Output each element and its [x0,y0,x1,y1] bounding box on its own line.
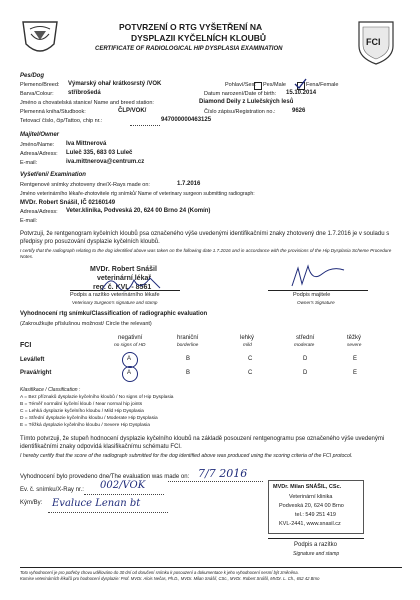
evaluator-stamp [268,480,364,534]
grade-left-a[interactable]: A [127,356,132,362]
breed-value: Výmarský ohař krátkosrstý /VOK [68,81,162,87]
evaluation-section-heading: Vyhodnocení rtg snímku/Classification of radiographic evaluation [20,311,208,317]
evaluation-date-dotted-line [168,481,263,482]
vet-sign-caption-cz: Podpis a razítko veterinárního lékaře [70,292,160,298]
male-label: Pes/Male [263,82,286,88]
grade-right-b[interactable]: B [186,370,191,376]
tattoo-label: Tetovací číslo, čip/Tattoo, chip nr.: [20,118,103,124]
grade-right-c[interactable]: C [248,370,253,376]
classification-key-c: C = Lehká dysplazie kyčelního kloubu / Mild Hip Dysplasia [20,409,144,414]
grade-left-c[interactable]: C [248,356,253,362]
fci-logo [355,18,397,66]
evaluator-signature-line [268,538,364,539]
xray-date-value: 1.7.2016 [177,181,201,187]
fci-logo-text: FCI [366,37,381,47]
grade-right-a[interactable]: A [127,370,132,376]
classification-key-a: A = Bez příznaků dysplazie kyčelního kloubů / No signs of Hip Dysplasia [20,395,174,400]
owner-address-value: Luleč 335, 683 03 Luleč [66,150,133,156]
footer-rule [20,567,402,568]
color-value: stříbrošedá [68,90,101,96]
column-header-borderline: hraniční [177,335,199,341]
statement-cz: Potvrzuji, že rentgenogram kyčelních kloubů psa označeného výše uvedenými identifikačními znaky zhotovený dne 1.7.2016 je v souladu s předpisy pro posuzování dysplazie kyčelních kloubů. [20,231,390,245]
record-value: 002/VOK [100,480,146,491]
studbook-label: Plemenná kniha/Studbook: [20,109,86,115]
dob-value: 15.10.2014 [286,90,317,96]
grade-right-e[interactable]: E [353,370,358,376]
reg-label: Číslo zápisu/Registration no.: [204,109,276,115]
vet-address-value: Veter.klinika, Podveská 20, 624 00 Brno 24 (Komín) [66,208,211,214]
reviewer-label: Kým/By: [20,500,43,506]
column-header-moderate: střední [296,335,315,341]
grade-left-e[interactable]: E [353,356,358,362]
vet-stamp-line-2: veterinární lékař [97,275,152,282]
column-header-severe-en: severe [347,343,362,348]
name-value: Diamond Deily z Lulečských lesů [199,99,294,105]
row-label-left: Levá/left [20,357,45,363]
column-header-negative: negativní [118,335,143,341]
dog-section-heading: Pes/Dog [20,73,45,79]
evaluator-stamp-line-1: MVDr. Milan SNÁŠIL, CSc. [273,484,342,490]
owner-sign-caption-cz: Podpis majitele [293,292,331,298]
reviewer-dotted-line [48,512,168,513]
footer-line-2: Komise veterinárních lékařů pro hodnocení dysplazie: Prof. MVDr. Alois Nečas, Ph.D., MVDr. Milan Snášil, CSc., MVDr. Robert Snášil, MVDr. L. Ch., 652 42 Brno [20,576,320,581]
sex-label: Pohlaví/Sex: [225,82,256,88]
vet-stamp-line-3: reg. č. KVL - 8561 [93,284,152,291]
color-label: Barva/Colour: [20,91,54,97]
vet-sign-caption-en: Veterinary Surgeon's signature and stamp [72,300,158,305]
studbook-value: ČLP/VOK/ [118,108,147,114]
vet-address-label: Adresa/Adress: [20,209,58,215]
reviewer-value: Evaluce Lenan bt [52,498,141,509]
column-header-mild-en: mild [243,343,252,348]
owner-section-heading: Majitel/Owner [20,132,60,138]
vet-signature-line [70,290,180,291]
column-header-moderate-en: moderate [294,343,315,348]
male-checkbox[interactable] [254,82,262,90]
xray-date-label: Rentgenové snímky zhotoveny dne/X-Rays made on: [20,182,150,188]
tattoo-value: 947000000463125 [161,117,212,123]
column-header-mild: lehký [240,335,255,341]
classification-key-e: E = Těžká dysplazie kyčelního kloubu / Severe Hip Dysplasia [20,423,150,428]
breed-label: Plemeno/Breed: [20,82,60,88]
owner-signature-line [268,290,368,291]
classification-key-d: D = Střední dysplazie kyčelního kloubu / Moderate Hip Dysplasia [20,416,158,421]
grade-right-d[interactable]: D [303,370,308,376]
confirm-en: I hereby certify that the score of the radiograph submitted for the dog identified above was produced using the scoring criteria of the FCI protocol. [20,453,353,459]
vet-value: MVDr. Robert Snášil, IČ 02160149 [20,200,116,206]
owner-sign-caption-en: Owner's Signature [297,300,335,305]
record-dotted-line [84,494,164,495]
title-line-2: DYSPLAZII KYČELNÍCH KLOUBŮ [131,33,267,43]
grade-left-d[interactable]: D [303,356,308,362]
club-logo-icon [20,18,60,60]
evaluation-date-value: 7/7 2016 [198,467,248,480]
statement-en: I certify that the radiograph relating to the dog identified above was taken on the following date 1.7.2016 and in accordance with the provisions of the Hip Dysplasia Scheme Procedure Notes. [20,248,392,259]
owner-name-label: Jméno/Name: [20,142,55,148]
female-label: Fena/Female [306,82,339,88]
grade-left-b[interactable]: B [186,356,191,362]
classification-key-b: B = Téměř normální kyčelní kloub / Near normal hip joints [20,402,143,407]
tattoo-dotted-line [130,125,160,126]
vet-email-label: E-mail: [20,218,38,224]
owner-name-value: Iva Mittnerová [66,141,107,147]
evaluator-stamp-line-3: Podveská 20, 624 00 Brno [279,503,344,509]
evaluator-sign-caption-cz: Podpis a razítko [294,542,338,548]
row-label-right: Pravá/right [20,370,52,376]
owner-address-label: Adresa/Adress: [20,151,58,157]
vet-stamp-line-1: MVDr. Robert Snášil [90,266,157,273]
club-logo [20,18,60,60]
classification-key-title: Klasifikace / Classification : [20,387,81,393]
record-label: Ev. č. snímku/X-Ray nr.: [20,487,84,493]
evaluator-stamp-line-5: KVL-2441, www.snasil.cz [279,521,341,527]
column-header-negative-en: no signs of HD [114,343,146,348]
evaluator-sign-caption-en: Signature and stamp [293,551,340,557]
confirm-cz: Tímto potvrzuji, že stupeň hodnocení dysplazie kyčelního kloubů na základě posouzení rentgenogramu pse označeného výše uvedenými identifikačními znaky odpovídá klasifikačnímu schématu FCI. [20,436,385,450]
column-header-borderline-en: borderline [177,343,199,348]
title-line-1: POTVRZENÍ O RTG VYŠETŘENÍ NA [119,22,263,32]
evaluation-date-label: Vyhodnocení bylo provedeno dne/The evaluation was made on: [20,474,190,480]
fci-label: FCI [20,342,32,349]
dob-label: Datum narození/Date of birth: [204,91,277,97]
owner-email-label: E-mail: [20,160,38,166]
exam-section-heading: Vyšetření/ Examination [20,172,86,178]
evaluation-instruction: (Zakroužkujte příslušnou možnost/ Circle the relevant) [20,321,152,327]
vet-label: Jméno veterinárního lékaře-zhotovitele rtg snímků/ Name of veterinary surgeon submitting radiograph: [20,191,255,197]
column-header-severe: těžký [347,335,362,341]
subtitle: CERTIFICATE OF RADIOLOGICAL HIP DYSPLASIA EXAMINATION [95,46,283,52]
owner-email-value: iva.mittnerova@centrum.cz [66,159,145,165]
footer-line-1: Toto vyhodnocení je pro potřeby chovu udělováno do 30 dní od doručení snímku k posouzení a dokumentace k jeho vyhodnocení nesmí být změněna. [20,570,299,575]
evaluator-stamp-line-2: Veterinární klinika [289,494,333,500]
reg-value: 9626 [292,108,306,114]
name-label: Jméno a chovatelská stanice/ Name and breed station: [20,100,154,106]
evaluator-stamp-line-4: tel.: 549 251 419 [295,512,336,518]
